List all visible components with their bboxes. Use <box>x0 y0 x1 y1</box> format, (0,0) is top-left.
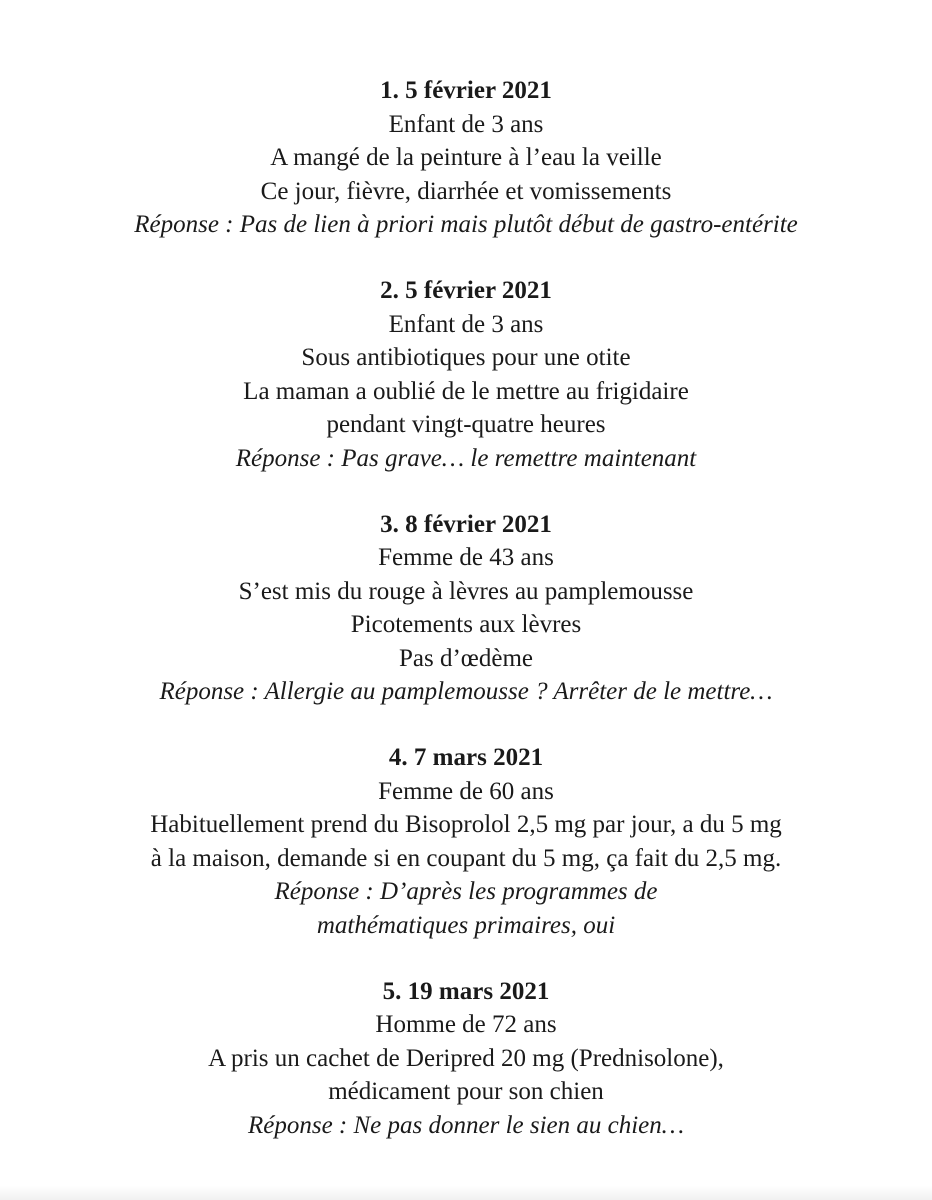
entry-line: Enfant de 3 ans <box>388 310 544 338</box>
entry-answer: Réponse : Pas de lien à priori mais plutôt début de gastro-entérite <box>134 211 798 238</box>
entry-answer: Réponse : Ne pas donner le sien au chien… <box>247 1111 685 1139</box>
entry-heading: 1. 5 février 2021 <box>380 77 552 104</box>
entry-3 <box>0 508 932 709</box>
entry-line: Enfant de 3 ans <box>388 110 544 138</box>
entry-heading: 3. 8 février 2021 <box>380 510 552 538</box>
entry-line: Ce jour, fièvre, diarrhée et vomissements <box>260 177 672 205</box>
entry-line: Femme de 43 ans <box>378 544 554 571</box>
entry-line: A pris un cachet de Deripred 20 mg (Prednisolone), <box>208 1044 724 1072</box>
entry-line: à la maison, demande si en coupant du 5 mg, ça fait du 2,5 mg. <box>150 844 782 872</box>
entry-4 <box>0 741 932 942</box>
entry-2 <box>0 274 932 475</box>
entry-answer: mathématiques primaires, oui <box>316 911 616 939</box>
page-bottom-edge <box>0 1186 932 1200</box>
entry-line: Picotements aux lèvres <box>350 611 582 638</box>
entry-5 <box>0 975 932 1143</box>
entry-line: A mangé de la peinture à l’eau la veille <box>270 144 662 171</box>
entry-line: médicament pour son chien <box>328 1078 604 1105</box>
entry-1 <box>0 74 932 242</box>
entry-answer: Réponse : Allergie au pamplemousse ? Arrêter de le mettre… <box>159 678 773 705</box>
entry-heading: 2. 5 février 2021 <box>380 277 552 304</box>
entry-line: S’est mis du rouge à lèvres au pamplemousse <box>238 577 694 605</box>
entry-heading: 4. 7 mars 2021 <box>388 744 544 771</box>
entry-line: La maman a oublié de le mettre au frigidaire <box>243 377 689 405</box>
entry-line: pendant vingt-quatre heures <box>326 411 606 438</box>
entry-line: Sous antibiotiques pour une otite <box>301 344 631 371</box>
entry-line: Pas d’œdème <box>399 644 533 672</box>
entry-answer: Réponse : Pas grave… le remettre maintenant <box>235 444 697 472</box>
entry-line: Homme de 72 ans <box>375 1011 557 1038</box>
entry-heading: 5. 19 mars 2021 <box>382 977 550 1005</box>
entry-line: Habituellement prend du Bisoprolol 2,5 mg par jour, a du 5 mg <box>150 811 782 838</box>
entry-answer: Réponse : D’après les programmes de <box>274 878 658 905</box>
entry-line: Femme de 60 ans <box>378 777 554 805</box>
